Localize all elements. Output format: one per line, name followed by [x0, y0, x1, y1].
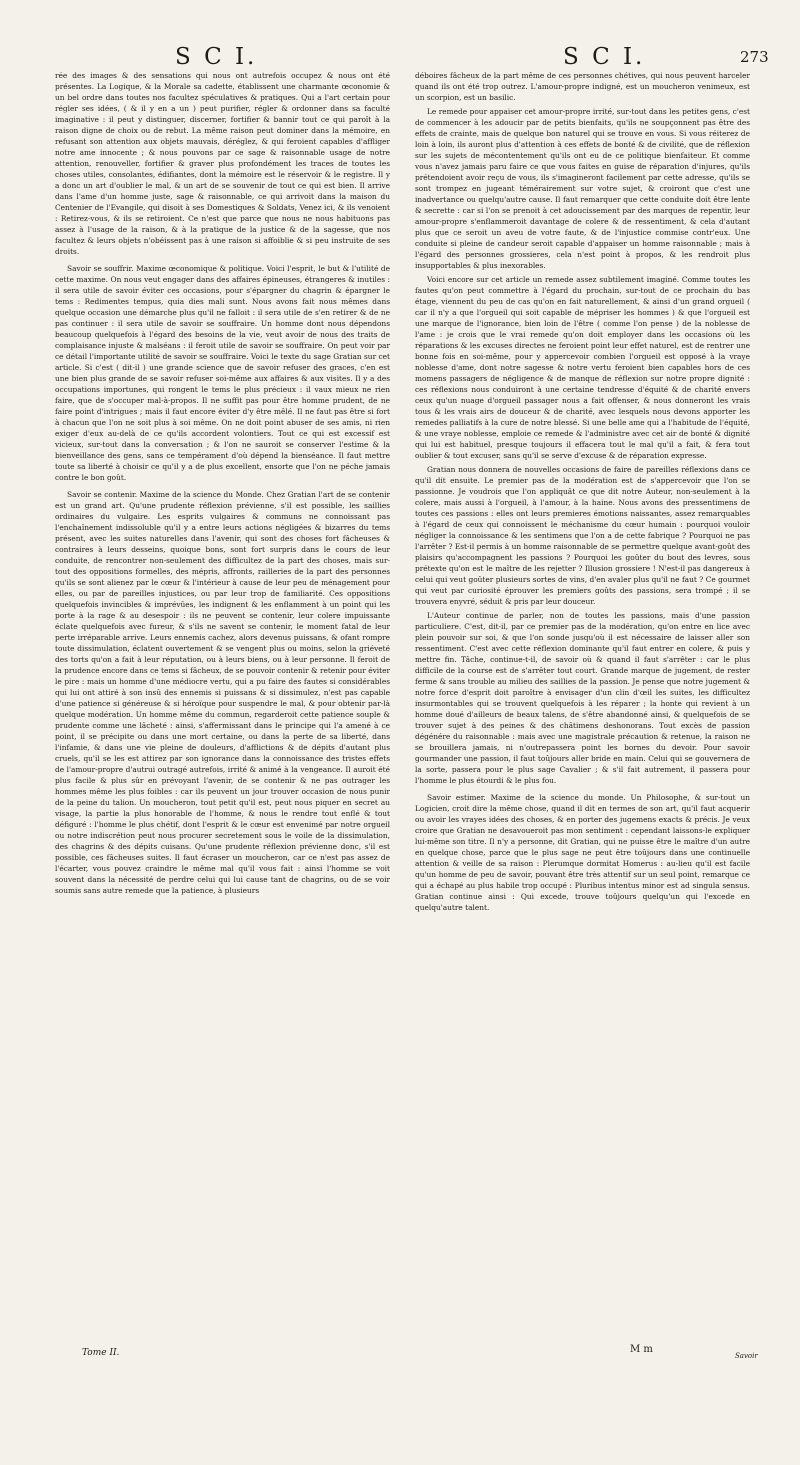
right-column [415, 70, 750, 1340]
paragraph: Savoir estimer. Maxime de la science du monde. Un Philosophe, & sur-tout un Logicien, croit dire la même chose, quand il dit en termes de son art, qu'il faut acquerir ou avoir les vrayes idées des choses, & en porter des jugemens exacts & précis. Je veux croire que Gratian ne desavoueroit pas mon sentiment : cependant laissons-le expliquer lui-même son titre. Il n'y a personne, dit Gratian, qui ne puisse être le maître d'un autre en quelque chose, parce que le plus sage ne peut être toûjours dans une continuelle attention & veille de sa raison : Plerumque dormitat Homerus : au-lieu qu'il est facile qu'un homme de peu de savoir, pouvant être très attentif sur un seul point, remarque ce qui a échapé au plus habile trop occupé : Pluribus intentus minor est ad singula sensus. Gratian continue ainsi : Qui excede, trouve toûjours quelqu'un qui l'excede en quelqu'autre talent. [415, 793, 750, 912]
paragraph: Le remede pour appaiser cet amour-propre irrité, sur-tout dans les petites gens, c'est de commencer à les adoucir par de petits bienfaits, qu'ils ne soupçonnent pas être des effets de crainte, mais de quelque bon naturel qui se trouve en vous. Si vous réiterez de loin à loin, ils auront plus d'attention à ces effets de bonté & de civilité, que de réflexion sur les sujets de mécontentement qu'ils ont eu de ce politique bienfaiteur. Et comme vous n'avez jamais paru faire ce que vous faites en guise de réparation d'injures, qu'ils prétendoient avoir reçu de vous, ils s'imagineront facilement par cette adresse, qu'ils se sont trompez en jugeant témérairement sur votre sujet, & croiront que c'est une inadvertance ou quelqu'autre cause. Il faut remarquer que cette conduite doit être lente & secrette : car si l'on se prenoit à cet adoucissement par des marques de repentir, leur amour-propre s'enflammeroit davantage de colere & de ressentiment, & cela d'autant plus que ce seroit un aveu de votre faute, & de l'injustice commise contr'eux. Une conduite si pleine de candeur seroit capable d'appaiser un homme raisonnable ; mais à l'égard des personnes grossieres, cela n'est point à propos, & les rendroit plus insupportables & plus inexorables. [415, 107, 750, 270]
page-number: 273 [740, 48, 769, 66]
paragraph: Voici encore sur cet article un remede assez subtilement imaginé. Comme toutes les fautes qu'on peut commettre à l'égard du prochain, sur-tout de ce prochain du bas étage, viennent du peu de cas qu'on en fait naturellement, & ainsi d'un grand orgueil ( car il n'y a que l'orgueil qui soit capable de mépriser les hommes ) & que l'orgueil est une marque de l'ignorance, bien loin de l'être ( comme l'on pense ) de la noblesse de l'ame : je crois que le vrai remede qu'on doit employer dans les occasions où les réparations & les excuses directes ne feroient point leur effet naturel, est de rentrer une bonne fois en soi-même, pour y appercevoir combien l'orgueil est opposé à la vraye noblesse d'ame, dont notre sagesse & notre vertu feroient bien capables hors de ces momens passagers de négligence & de manque de réflexion sur notre propre dignité : ces réflexions nous conduiront à une certaine tendresse d'équité & de charité envers ceux qu'un nuage d'orgueil passager nous a fait offenser, & nous donneront les vrais tous & les vrais airs de douceur & de charité, avec lesquels nous devons apporter les remedes palliatifs à la cure de notre blessé. Si une belle ame qui a l'habitude de l'équité, & une vraye noblesse, emploie ce remede & l'administre avec cet air de bonté & dignité qui lui est habituel, presque toujours il effacera tout le mal qu'il a fait, & fera tout oublier & tout excuser, sans qu'il se serve d'excuse & de réparation expresse. [415, 275, 750, 460]
volume-footer: Tome II. [82, 1348, 120, 1358]
paragraph: déboires fâcheux de la part même de ces personnes chétives, qui nous peuvent harceler quand ils ont été trop outrez. L'amour-propre indigné, est un moucheron venimeux, est un scorpion, est un basilic. [415, 71, 750, 102]
running-head-left: S C I. [175, 44, 258, 70]
paragraph: Savoir se souffrir. Maxime œconomique & politique. Voici l'esprit, le but & l'utilité de cette maxime. On nous veut engager dans des affaires épineuses, étrangeres & inutiles : il sera utile de savoir éviter ces occasions, pour s'épargner du chagrin & épargner le tems : Redimentes tempus, quia dies mali sunt. Nous avons fait nous mêmes dans quelque occasion une démarche plus qu'il ne falloit : il sera utile de s'en retirer & de ne pas continuer : il sera utile de savoir se souffraire. Un homme dont nous dépendons beaucoup quelquefois à l'égard des besoins de la vie, veut avoir de nous des traits de complaisance injuste & malséans : il feroit utile de savoir se souffraire. On peut voir par ce détail l'importante utilité de savoir se souffraire. Voici le texte du sage Gratian sur cet article. Si c'est ( dit-il ) une grande science que de savoir refuser des graces, c'en est une bien plus grande de se savoir refuser soi-même aux affaires & aux visites. Il y a des occupations importunes, qui rongent le tems le plus précieux : il vaux mieux ne rien faire, que de s'occuper mal-à-propos. Il ne suffit pas pour être homme prudent, de ne faire point d'intrigues ; mais il faut encore éviter d'y être mêlé. Il ne faut pas être si fort à chacun que l'on ne soit plus à soi même. On ne doit point abuser de ses amis, ni rien exiger d'eux au-delà de ce qu'ils accordent volontiers. Tout ce qui est excessif est vicieux, sur-tout dans la conversation ; & l'on ne sauroit se conserver l'estime & la bienveillance des gens, sans ce tempérament d'où dépend la bienséance. Il faut mettre toute sa liberté à choisir ce qu'il y a de plus excellent, ensorte que l'on ne péche jamais contre le bon goût. [55, 264, 390, 482]
paragraph: L'Auteur continue de parler, non de toutes les passions, mais d'une passion particuliere. C'est, dit-il, par ce premier pas de la modération, qu'on entre en lice avec plein pouvoir sur soi, & que l'on sonde jusqu'où il est nécessaire de laisser aller son ressentiment. C'est avec cette réflexion dominante qu'il faut entrer en colere, & puis y mettre fin. Tâche, continue-t-il, de savoir où & quand il faut s'arrêter : car le plus difficile de la course est de s'arrêter tout court. Grande marque de jugement, de rester ferme & sans trouble au milieu des saillies de la passion. Je pense que notre jugement & notre force d'esprit doit paroître à envisager d'un clin d'œil les suites, les difficultez insurmontables qui se trouvent quelquefois à les réparer ; la honte qui revient à un homme doué d'ailleurs de beaux talens, de s'être abandonné ainsi, & quelquefois de se trouver sujet à des peines & des châtimens deshonorans. Tout excès de passion dégénére du raisonnable : mais avec une magistrale précaution & retenue, la raison ne se brouillera jamais, ni n'outrepassera point les bornes du devoir. Pour savoir gourmander une passion, il faut toûjours aller bride en main. Celui qui se gouvernera de la sorte, passera pour le plus sage Cavalier ; & s'il fait autrement, il passera pour l'homme le plus étourdi & le plus fou. [415, 611, 750, 785]
paragraph: rée des images & des sensations qui nous ont autrefois occupez & nous ont été présentes. La Logique, & la Morale sa cadette, établissent une charmante œconomie & un bel ordre dans toutes nos facultez spéculatives & pratiques. Qui a l'art certain pour régler ses idées, ( & il y en a un ) peut purifier, régler & ordonner dans sa faculté imaginative : il peut y distinguer, discerner, fortifier & bannir tout ce qui paroît à la raison digne de choix ou de rebut. La même raison peut dominer dans la mémoire, en refusant son attention aux objets mauvais, déréglez, & qui feroient capables d'affliger notre ame innocente ; & nous pouvons par ce sage & raisonnable usage de notre attention, renouveller, fortifier & graver plus profondément les traces de toutes les choses utiles, consolantes, édifiantes, dont la mémoire est le réservoir & le registre. Il y a donc un art d'oublier le mal, & un art de se souvenir de tout ce qui est bien. Il arrive dans l'ame d'un homme juste, sage & raisonnable, ce qui arrivoit dans la maison du Centenier de l'Evangile, qui disoit à ses Domestiques & Soldats, Venez ici, & ils venoient : Retirez-vous, & ils se retiroient. Ce n'est que parce que nous ne nous habituons pas assez à l'usage de la raison, & à la pratique de la justice & de la sagesse, que nos facultez & leurs objets n'obéissent pas à une raison si affoiblie & si peu instruite de ses droits. [55, 71, 390, 256]
paragraph: Gratian nous donnera de nouvelles occasions de faire de pareilles réflexions dans ce qu'il dit ensuite. Le premier pas de la modération est de s'appercevoir que l'on se passionne. Je voudrois que l'on appliquât ce que dit notre Auteur, non-seulement à la colere, mais aussi à l'orgueil, à l'amour, à la haine. Nous avons des pressentimens de toutes ces passions : elles ont leurs premieres émotions naissantes, assez remarquables à l'égard de ceux qui connoissent le méchanisme du cœur humain : pourquoi vouloir négliger la connoissance & les sentimens que l'on a de cette fabrique ? Pourquoi ne pas l'arrêter ? Est-il permis à un homme raisonnable de se permettre quelque avant-goût des plaisirs qu'accompagnent les passions ? Pourquoi les goûter du bout des levres, sous prétexte qu'on est le maître de les rejetter ? Illusion grossiere ! N'est-il pas dangereux à celui qui veut goûter plusieurs sortes de vins, d'en avaler plus qu'il ne faut ? Ce gourmet qui veut par curiosité éprouver les premiers goûts des passions, sera trompé ; il se trouvera enyvré, séduit & pris par leur douceur. [415, 465, 750, 606]
left-column [55, 70, 390, 1350]
signature-mark: M m [630, 1344, 653, 1355]
catchword: Savoir [735, 1352, 758, 1360]
paragraph: Savoir se contenir. Maxime de la science du Monde. Chez Gratian l'art de se contenir est un grand art. Qu'une prudente réflexion prévienne, s'il est possible, les saillies ordinaires du vulgaire. Les esprits vulgaires & communs ne connoissant pas l'enchaînement indissoluble qu'il y a entre leurs actions négligées & bizarres du tems présent, avec les suites naturelles dans l'avenir, qui sont des choses fort fâcheuses & contraires à leurs desseins, quoique bons, sont fort surpris dans le cours de leur conduite, de rencontrer non-seulement des difficultez de la part des choses, mais sur-tout des oppositions formelles, des mépris, affronts, railleries de la part des personnes qu'ils se sont alienez par le cœur & l'intérieur à cause de leur peu de ménagement pour elles, ou par de pareilles injustices, ou par leur trop de familiarité. Ces oppositions quelquefois invincibles & imprévûes, les indignent & les enflamment à un point qui les porte à la rage & au desespoir : ils ne peuvent se contenir, leur colere impuissante éclate quelquefois avec fureur, & s'ils ne savent se contenir, le moment fatal de leur perte irréparable arrive. Leurs ennemis cachez, alors devenus puissans, & ofant rompre toute dissimulation, éclatent ouvertement & se vengent plus ou moins, selon la griéveté des torts qu'on a fait à leur réputation, ou à leurs biens, ou à leur personne. Il feroit de la prudence encore dans ce tems si fâcheux, de se pouvoir contenir & retenir pour éviter le pire : mais un homme d'une médiocre vertu, qui a pu faire des fautes si considérables qui lui ont attiré à son insû des ennemis si puissans & si dissimulez, n'est pas capable d'une patience si généreuse & si héroïque pour suspendre le mal, & pour obtenir par-là quelque modération. Un homme même du commun, regarderoit cette patience souple & prudente comme une lâcheté : ainsi, s'affermissant dans le principe qui l'a amené à ce point, il se précipite ou dans une mort certaine, ou dans la perte de sa liberté, dans l'infamie, & dans une vie pleine de douleurs, d'afflictions & de dépits d'autant plus cruels, qu'il se les est attirez par son ignorance dans la connoissance des tristes effets de l'amour-propre d'autrui outragé autrefois, irrité & animé à la vengeance. Il auroit été plus facile & plus sûr en prévoyant l'avenir, de se contenir & ne pas outrager les hommes même les plus foibles : car ils peuvent un jour trouver occasion de nous punir de la peine du talion. Un moucheron, tout petit qu'il est, peut nous piquer en secret au visage, la partie la plus honorable de l'homme, & nous le rendre tout enflé & tout défiguré : l'homme le plus chétif, dont l'esprit & le cœur est envenimé par notre orgueil ou notre indiscrétion peut nous procurer secretement sous le voile de la dissimulation, des chagrins & des dépits cuisans. Qu'une prudente réflexion prévienne donc, s'il est possible, ces fâcheuses suites. Il faut écraser un moucheron, car ce n'est pas assez de l'écarter, vous pouvez craindre le même mal qu'il vous fait : ainsi l'homme se voit souvent dans la nécessité de perdre celui qui lui cause tant de chagrins, ou de se voir soumis sans autre remede que la patience, à plusieurs [55, 490, 390, 895]
running-head-right: S C I. [563, 44, 646, 70]
